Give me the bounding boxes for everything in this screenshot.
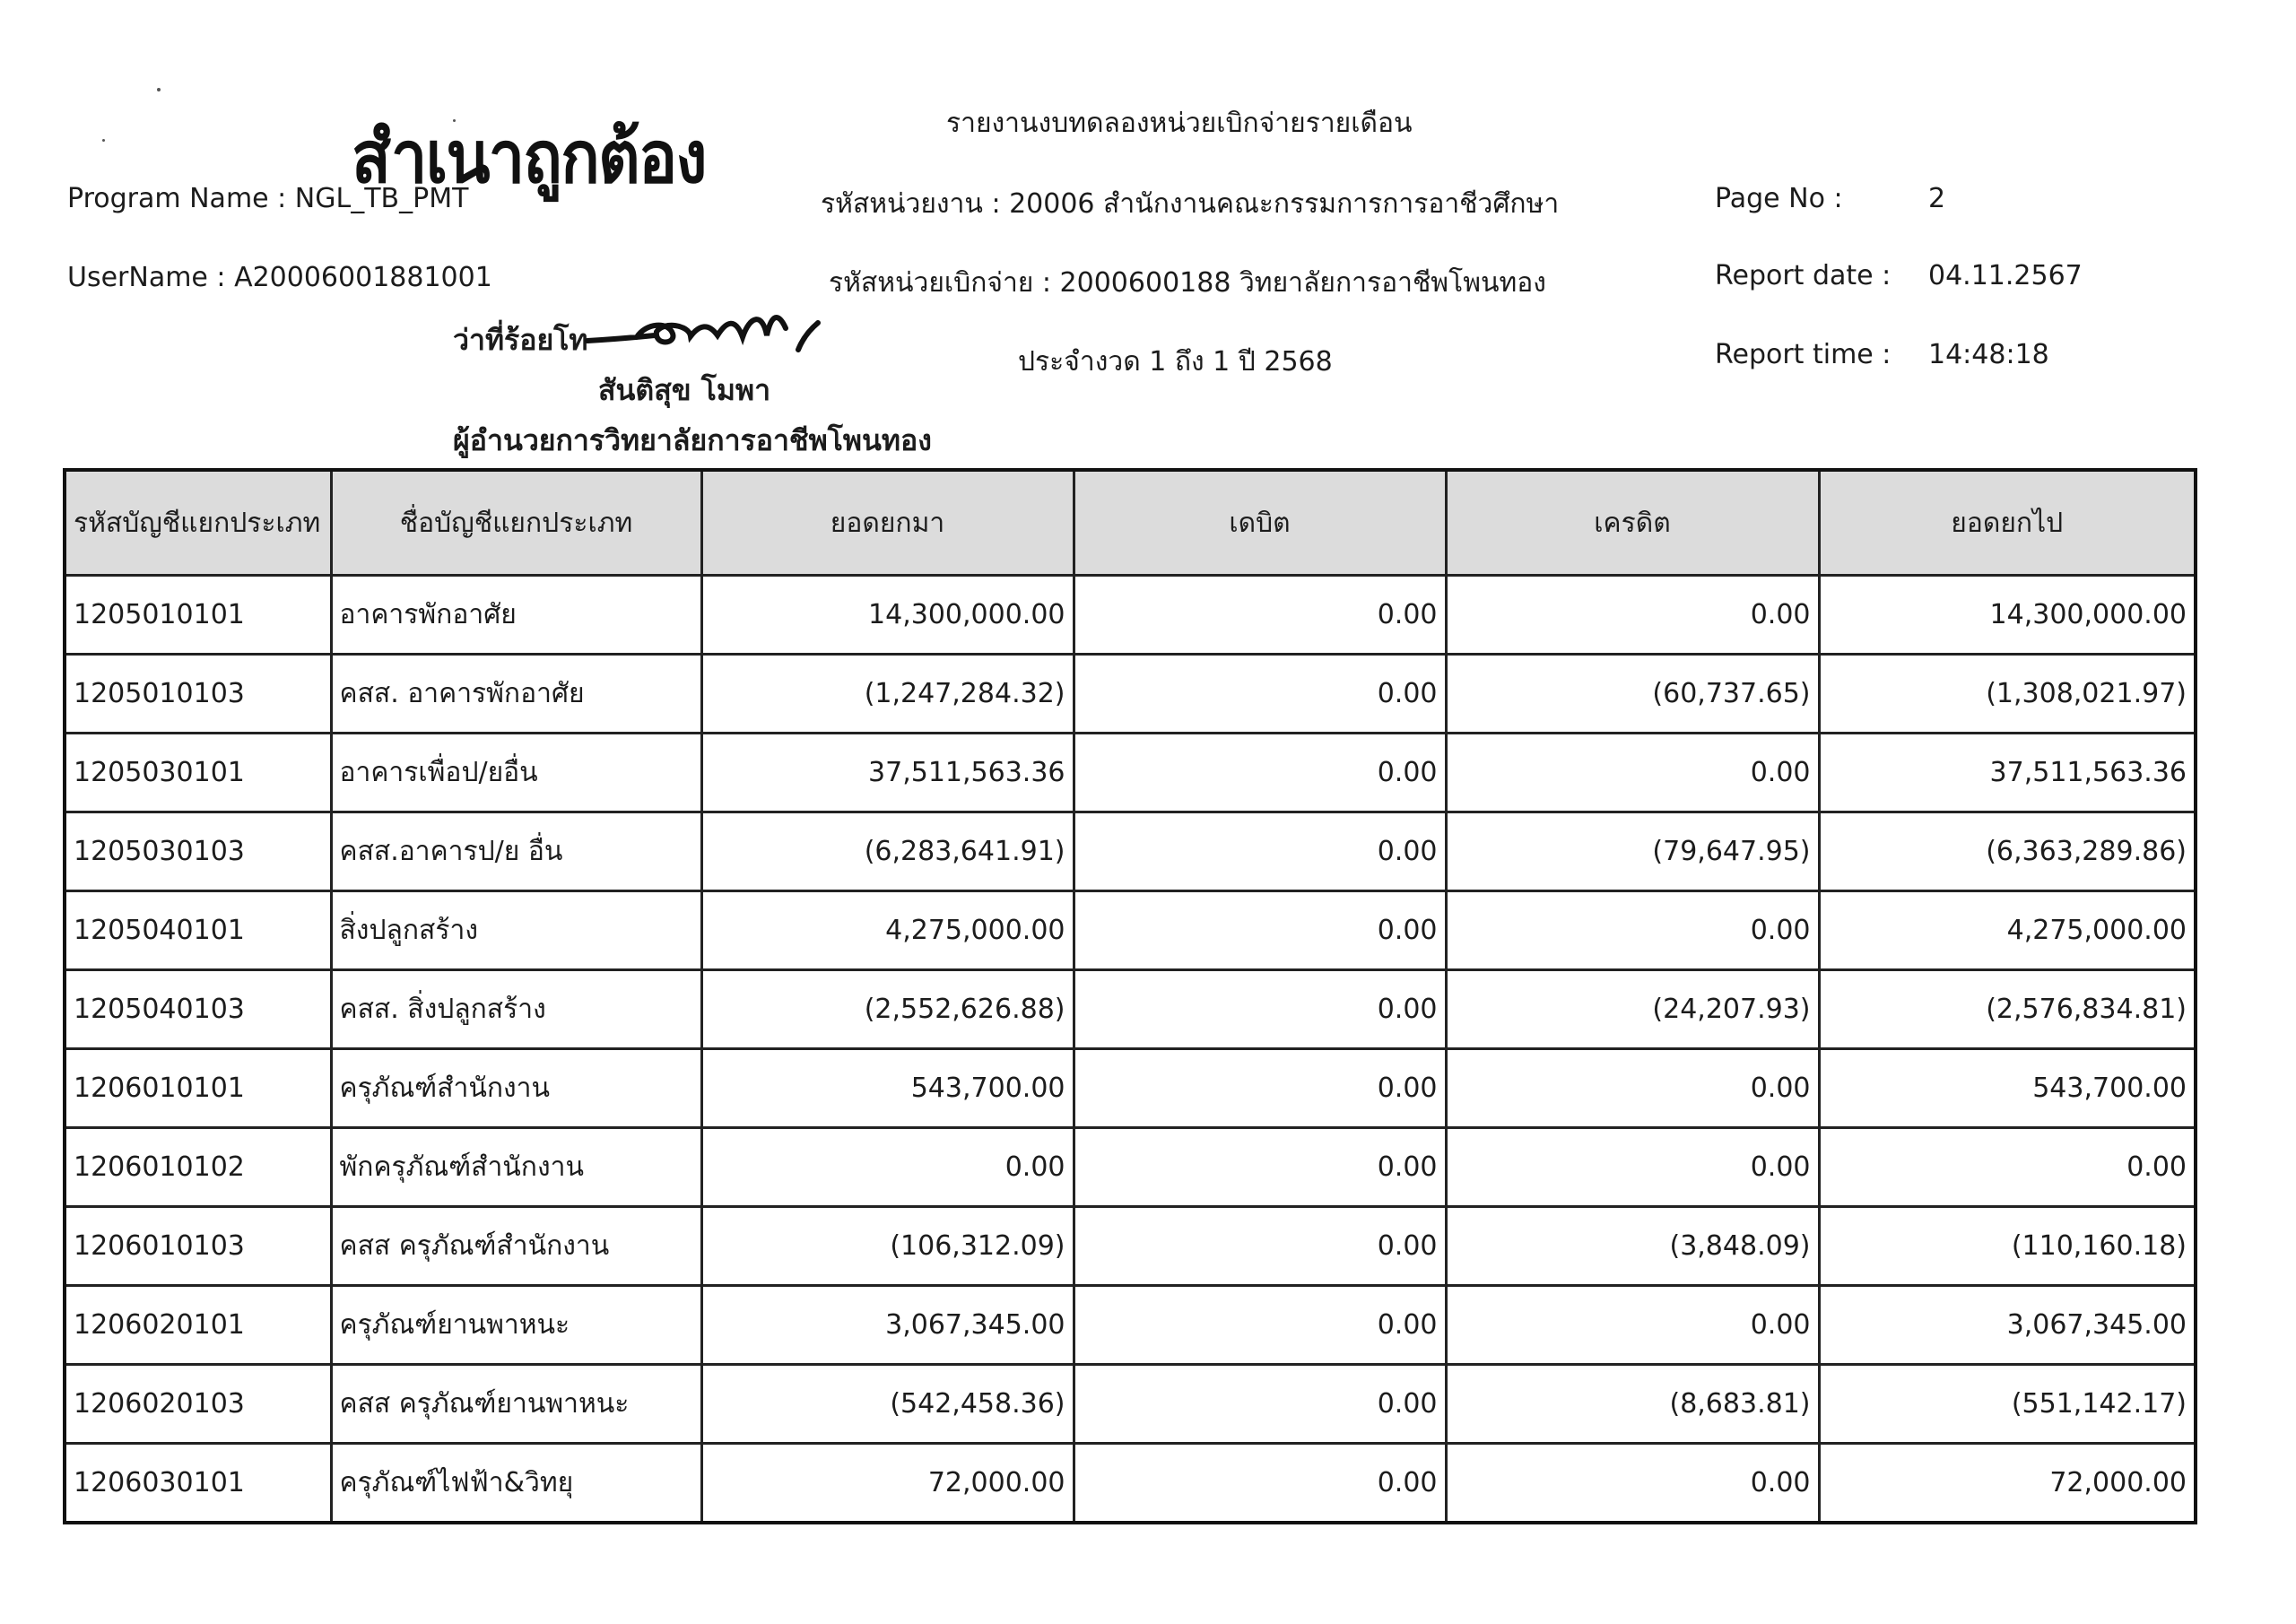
debit-cell: 0.00 (1074, 891, 1446, 970)
table-row (65, 970, 2196, 1049)
signatory-position: ผู้อำนวยการวิทยาลัยการอาชีพโพนทอง (453, 423, 932, 457)
account-name-cell: คสส ครุภัณฑ์ยานพาหนะ (331, 1365, 701, 1444)
account-code-cell: 1206020101 (65, 1286, 331, 1365)
carried-forward-cell: (1,308,021.97) (1819, 655, 2196, 734)
report-title: รายงานงบทดลองหน่วยเบิกจ่ายรายเดือน (946, 108, 1413, 139)
account-code-cell: 1206030101 (65, 1444, 331, 1524)
debit-cell: 0.00 (1074, 1128, 1446, 1207)
debit-cell: 0.00 (1074, 812, 1446, 891)
brought-forward-cell: (1,247,284.32) (701, 655, 1074, 734)
carried-forward-cell: 543,700.00 (1819, 1049, 2196, 1128)
carried-forward-cell: 4,275,000.00 (1819, 891, 2196, 970)
account-code-cell: 1206020103 (65, 1365, 331, 1444)
table-row (65, 1207, 2196, 1286)
report-date-label: Report date : (1715, 260, 1892, 291)
carried-forward-cell: (2,576,834.81) (1819, 970, 2196, 1049)
carried-forward-cell: (110,160.18) (1819, 1207, 2196, 1286)
table-row (65, 891, 2196, 970)
carried-forward-cell: 14,300,000.00 (1819, 576, 2196, 655)
account-name-cell: พักครุภัณฑ์สำนักงาน (331, 1128, 701, 1207)
scan-speck (157, 88, 161, 91)
table-row (65, 576, 2196, 655)
signatory-name: สันติสุข โมพา (598, 373, 771, 407)
debit-cell: 0.00 (1074, 1365, 1446, 1444)
credit-cell: 0.00 (1446, 1444, 1819, 1524)
debit-cell: 0.00 (1074, 734, 1446, 812)
credit-cell: (24,207.93) (1446, 970, 1819, 1049)
table-row (65, 734, 2196, 812)
account-code-cell: 1205030101 (65, 734, 331, 812)
brought-forward-cell: (6,283,641.91) (701, 812, 1074, 891)
account-code-cell: 1206010101 (65, 1049, 331, 1128)
header-credit: เครดิต (1446, 470, 1819, 576)
header-account-code: รหัสบัญชีแยกประเภท (65, 470, 331, 576)
header-account-name: ชื่อบัญชีแยกประเภท (331, 470, 701, 576)
header-carried-forward: ยอดยกไป (1819, 470, 2196, 576)
account-name-cell: คสส. สิ่งปลูกสร้าง (331, 970, 701, 1049)
brought-forward-cell: (106,312.09) (701, 1207, 1074, 1286)
table-row (65, 1128, 2196, 1207)
page-no-value: 2 (1928, 183, 1946, 214)
carried-forward-cell: (6,363,289.86) (1819, 812, 2196, 891)
account-code-cell: 1205030103 (65, 812, 331, 891)
credit-cell: 0.00 (1446, 734, 1819, 812)
table-header-row (65, 470, 2196, 576)
account-name-cell: ครุภัณฑ์สำนักงาน (331, 1049, 701, 1128)
username: UserName : A20006001881001 (67, 262, 492, 293)
carried-forward-cell: (551,142.17) (1819, 1365, 2196, 1444)
account-name-cell: สิ่งปลูกสร้าง (331, 891, 701, 970)
credit-cell: 0.00 (1446, 576, 1819, 655)
agency-code: รหัสหน่วยงาน : 20006 สำนักงานคณะกรรมการการอาชีวศึกษา (821, 188, 1560, 220)
debit-cell: 0.00 (1074, 576, 1446, 655)
header-brought-forward: ยอดยกมา (701, 470, 1074, 576)
brought-forward-cell: 14,300,000.00 (701, 576, 1074, 655)
credit-cell: 0.00 (1446, 1128, 1819, 1207)
table-row (65, 655, 2196, 734)
disbursing-unit: รหัสหน่วยเบิกจ่าย : 2000600188 วิทยาลัยการอาชีพโพนทอง (829, 267, 1546, 299)
account-name-cell: คสส ครุภัณฑ์สำนักงาน (331, 1207, 701, 1286)
program-name: Program Name : NGL_TB_PMT (67, 183, 469, 214)
brought-forward-cell: 37,511,563.36 (701, 734, 1074, 812)
table-row (65, 812, 2196, 891)
brought-forward-cell: (2,552,626.88) (701, 970, 1074, 1049)
account-name-cell: อาคารพักอาศัย (331, 576, 701, 655)
carried-forward-cell: 72,000.00 (1819, 1444, 2196, 1524)
brought-forward-cell: 0.00 (701, 1128, 1074, 1207)
account-name-cell: ครุภัณฑ์ยานพาหนะ (331, 1286, 701, 1365)
account-code-cell: 1205040103 (65, 970, 331, 1049)
carried-forward-cell: 0.00 (1819, 1128, 2196, 1207)
debit-cell: 0.00 (1074, 1444, 1446, 1524)
account-name-cell: ครุภัณฑ์ไฟฟ้า&วิทยุ (331, 1444, 701, 1524)
debit-cell: 0.00 (1074, 1207, 1446, 1286)
credit-cell: (60,737.65) (1446, 655, 1819, 734)
account-code-cell: 1206010102 (65, 1128, 331, 1207)
brought-forward-cell: 4,275,000.00 (701, 891, 1074, 970)
carried-forward-cell: 3,067,345.00 (1819, 1286, 2196, 1365)
account-name-cell: อาคารเพื่อป/ยอื่น (331, 734, 701, 812)
credit-cell: (3,848.09) (1446, 1207, 1819, 1286)
brought-forward-cell: 3,067,345.00 (701, 1286, 1074, 1365)
table-row (65, 1365, 2196, 1444)
account-code-cell: 1205040101 (65, 891, 331, 970)
brought-forward-cell: 72,000.00 (701, 1444, 1074, 1524)
account-name-cell: คสส.อาคารป/ย อื่น (331, 812, 701, 891)
account-code-cell: 1205010103 (65, 655, 331, 734)
debit-cell: 0.00 (1074, 970, 1446, 1049)
table-row (65, 1444, 2196, 1524)
account-code-cell: 1205010101 (65, 576, 331, 655)
trial-balance-table (63, 468, 2197, 1524)
report-time-label: Report time : (1715, 339, 1892, 370)
handwritten-signature (583, 305, 852, 359)
report-date-value: 04.11.2567 (1928, 260, 2083, 291)
debit-cell: 0.00 (1074, 1049, 1446, 1128)
scan-speck (102, 139, 105, 142)
credit-cell: (79,647.95) (1446, 812, 1819, 891)
credit-cell: 0.00 (1446, 1286, 1819, 1365)
brought-forward-cell: 543,700.00 (701, 1049, 1074, 1128)
credit-cell: (8,683.81) (1446, 1365, 1819, 1444)
credit-cell: 0.00 (1446, 891, 1819, 970)
carried-forward-cell: 37,511,563.36 (1819, 734, 2196, 812)
debit-cell: 0.00 (1074, 655, 1446, 734)
table-row (65, 1286, 2196, 1365)
table-row (65, 1049, 2196, 1128)
debit-cell: 0.00 (1074, 1286, 1446, 1365)
account-name-cell: คสส. อาคารพักอาศัย (331, 655, 701, 734)
report-period: ประจำงวด 1 ถึง 1 ปี 2568 (1018, 346, 1333, 378)
account-code-cell: 1206010103 (65, 1207, 331, 1286)
credit-cell: 0.00 (1446, 1049, 1819, 1128)
page-no-label: Page No : (1715, 183, 1843, 214)
header-debit: เดบิต (1074, 470, 1446, 576)
signatory-rank: ว่าที่ร้อยโท (453, 323, 588, 357)
report-time-value: 14:48:18 (1928, 339, 2049, 370)
brought-forward-cell: (542,458.36) (701, 1365, 1074, 1444)
certified-copy-stamp: สำเนาถูกต้อง (352, 115, 706, 199)
